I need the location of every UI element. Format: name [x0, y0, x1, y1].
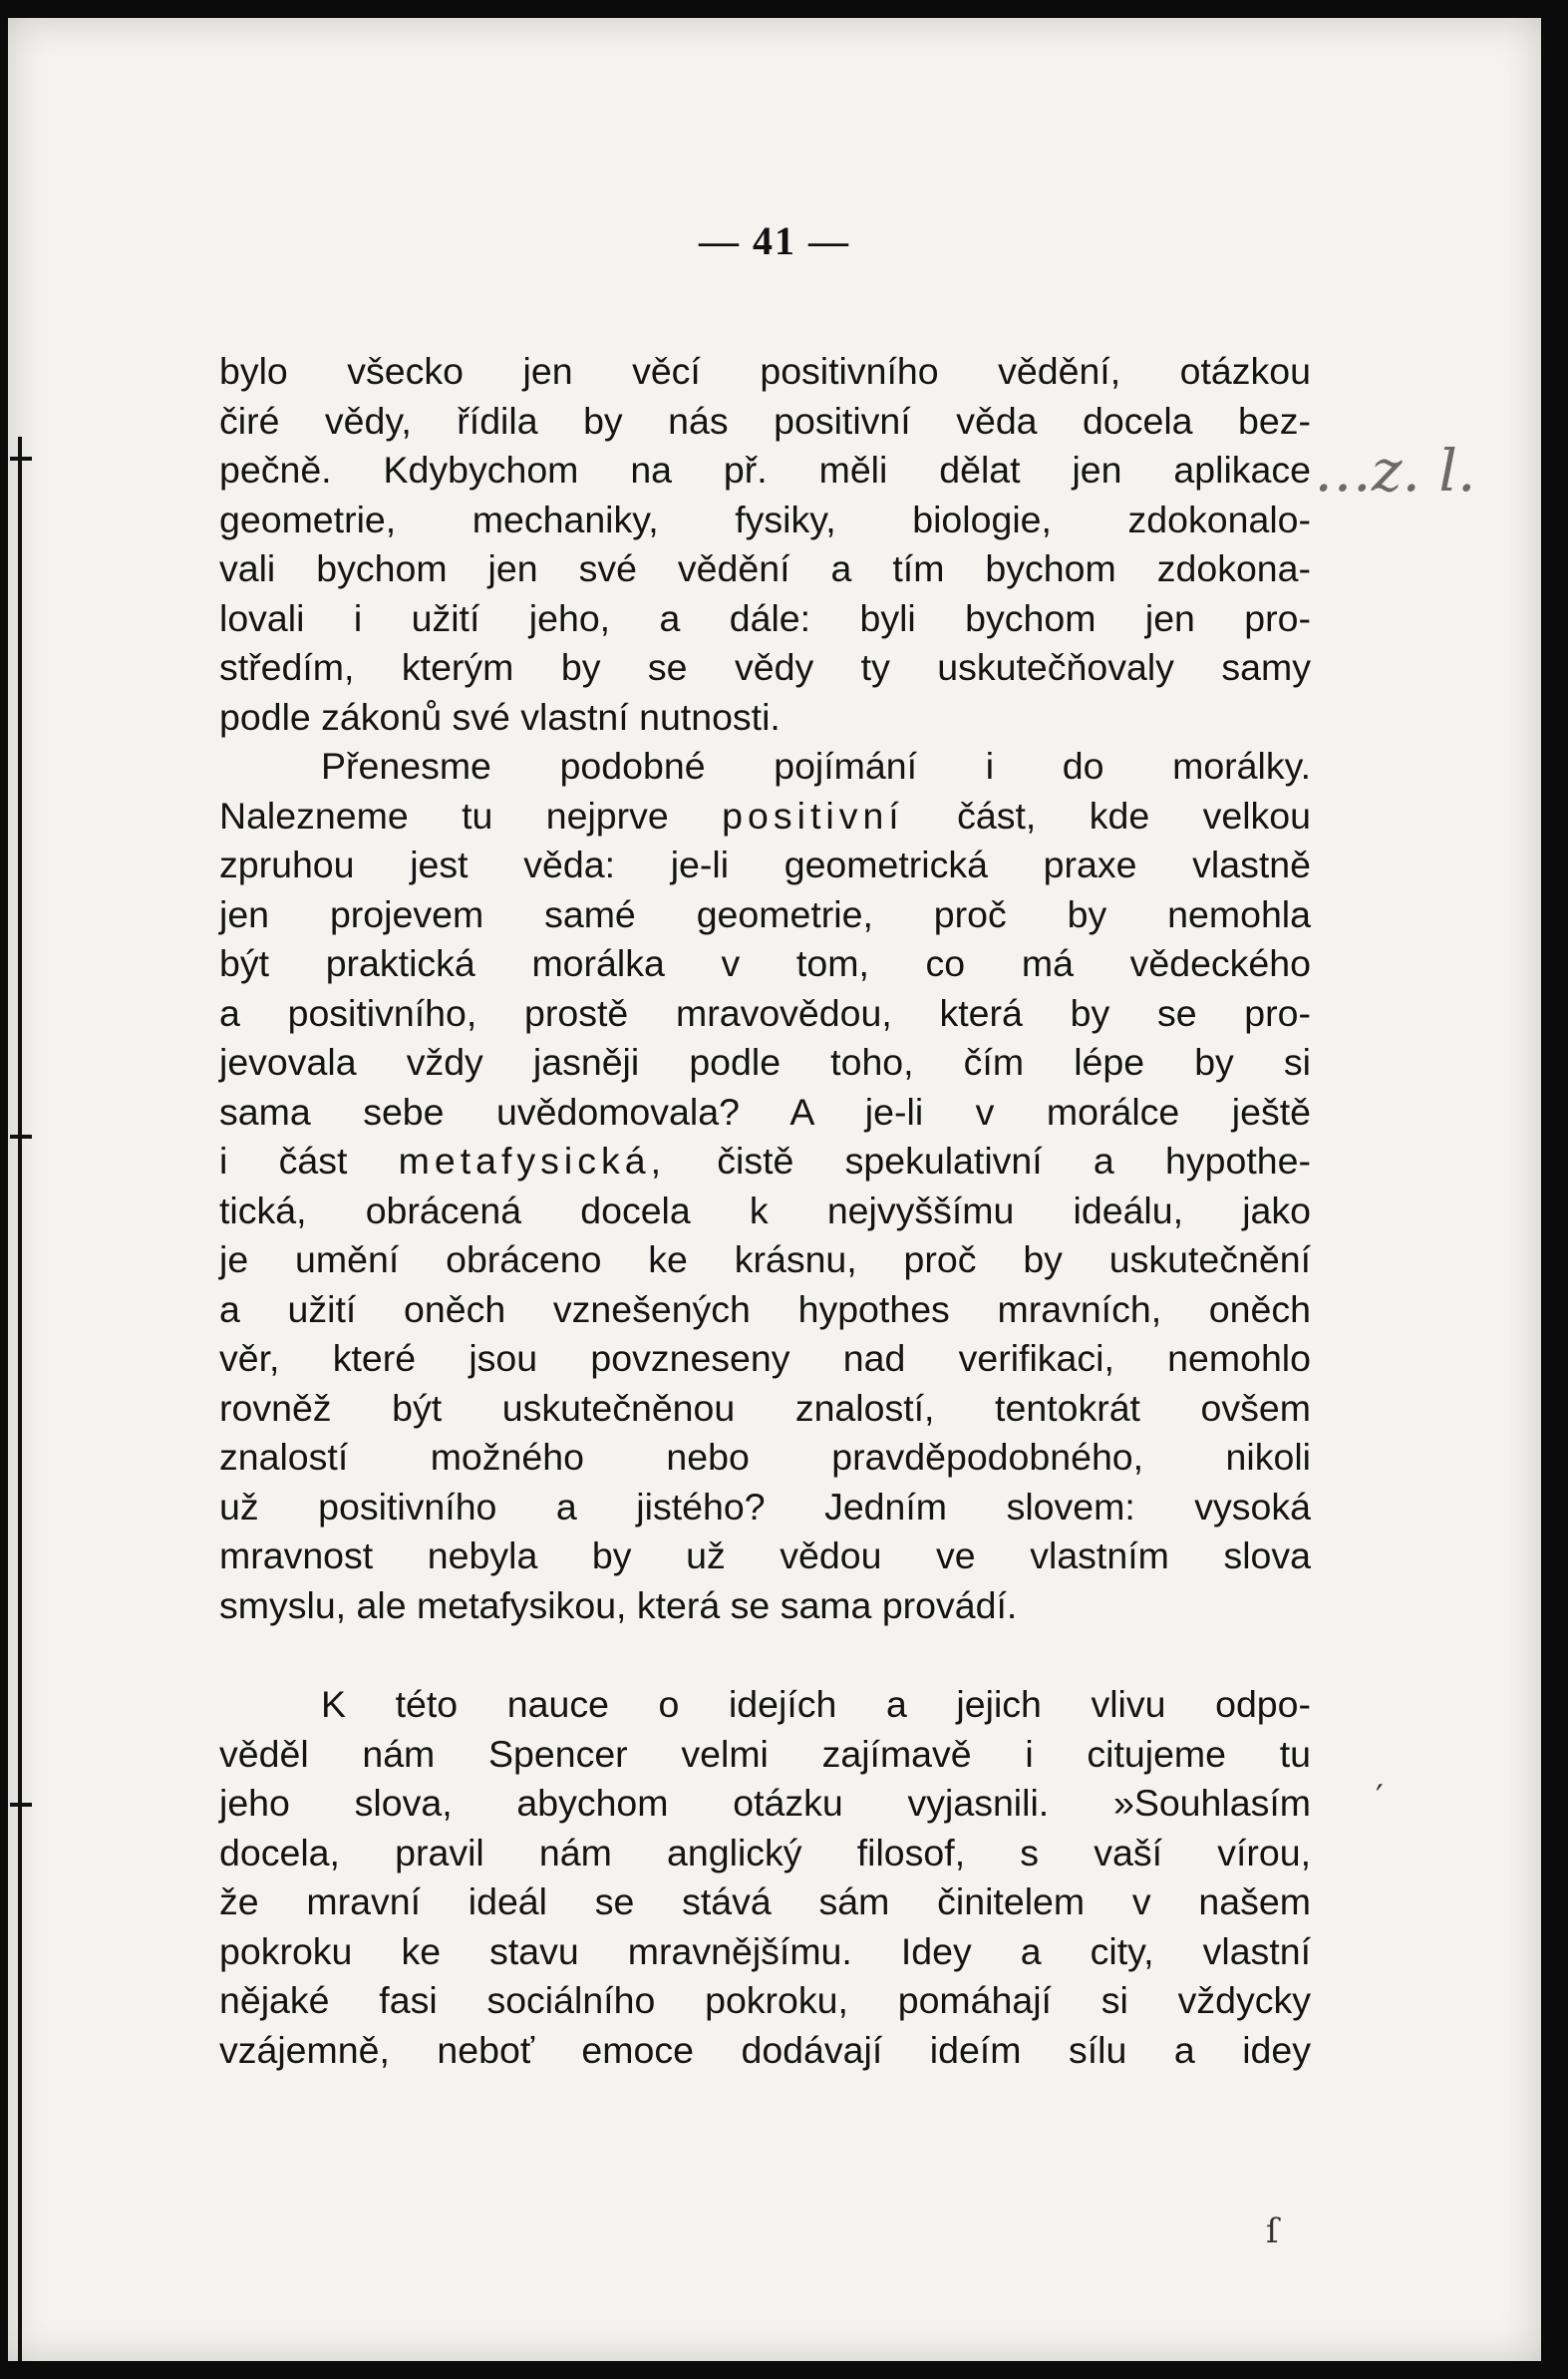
text-line: vzájemně, neboť emoce dodávají ideím sílu a idey [219, 2028, 1311, 2071]
text-line: znalostí možného nebo pravděpodobného, nikoli [219, 1436, 1311, 1478]
paragraph-first-line: Přenesme podobné pojímání i do morálky. [321, 745, 1311, 787]
text-line: sama sebe uvědomovala? A je-li v morálce ještě [219, 1090, 1311, 1133]
book-page [8, 18, 1541, 2361]
text-line: tická, obrácená docela k nejvyššímu ideálu, jako [219, 1189, 1311, 1231]
text-line: geometrie, mechaniky, fysiky, biologie, zdokonalo- [219, 498, 1311, 540]
text-line: zpruhou jest věda: je-li geometrická praxe vlastně [219, 844, 1311, 885]
text-line [219, 792, 1311, 842]
margin-pencil-note: …z. l. [1314, 437, 1476, 505]
binding-mark [10, 457, 32, 461]
text-line: vali bychom jen své vědění a tím bychom zdokona- [219, 547, 1311, 589]
text-line: a užití oněch vznešených hypothes mravních, oněch [219, 1287, 1311, 1330]
text-line: pokroku ke stavu mravnějšímu. Idey a city, vlastní [219, 1929, 1311, 1972]
binding-mark [10, 1135, 32, 1139]
text-line: už positivního a jistého? Jedním slovem: vysoká [219, 1485, 1311, 1528]
text-line: podle zákonů své vlastní nutnosti. [219, 695, 781, 738]
binding-edge [18, 437, 22, 2361]
text-line: a positivního, prostě mravovědou, která by se pro- [219, 991, 1311, 1034]
paragraph-first-line: K této nauce o idejích a jejich vlivu odpo- [321, 1683, 1311, 1725]
body-text [219, 347, 1311, 2075]
text-line: středím, kterým by se vědy ty uskutečňovaly samy [219, 646, 1311, 688]
text-run: čistě spekulativní a hypothe- [666, 1140, 1311, 1182]
text-line: bylo všecko jen věcí positivního vědění, otázkou [219, 350, 1311, 392]
emphasis-spaced: metafysická, [398, 1140, 667, 1182]
text-line: jen projevem samé geometrie, proč by nemohla [219, 892, 1311, 935]
text-line: věr, které jsou povzneseny nad verifikaci, nemohlo [219, 1337, 1311, 1379]
text-line: mravnost nebyla by už vědou ve vlastním slova [219, 1534, 1311, 1576]
text-line: je umění obráceno ke krásnu, proč by uskutečnění [219, 1238, 1311, 1280]
text-line [219, 1137, 1311, 1187]
page-number: — 41 — [699, 218, 850, 263]
text-line: lovali i užití jeho, a dále: byli bychom jen pro- [219, 596, 1311, 639]
text-run: i část [219, 1140, 399, 1182]
text-line: pečně. Kdybychom na př. měli dělat jen aplikace [219, 449, 1311, 491]
text-run: Nalezneme tu nejprve [219, 794, 723, 837]
text-line: věděl nám Spencer velmi zajímavě i citujeme tu [219, 1732, 1311, 1775]
text-line: být praktická morálka v tom, co má vědeckého [219, 942, 1311, 984]
text-line: rovněž být uskutečněnou znalostí, tentokrát ovšem [219, 1386, 1311, 1429]
text-line: že mravní ideál se stává sám činitelem v našem [219, 1880, 1311, 1922]
margin-speck: ſ [1266, 2211, 1279, 2251]
text-line: nějaké fasi sociálního pokroku, pomáhají si vždycky [219, 1979, 1311, 2021]
text-line: smyslu, ale metafysikou, která se sama provádí. [219, 1583, 1018, 1626]
margin-speck: ′ [1376, 1778, 1384, 1818]
text-line: jeho slova, abychom otázku vyjasnili. »Souhlasím [219, 1782, 1311, 1824]
binding-mark [10, 1803, 32, 1807]
text-line: čiré vědy, řídila by nás positivní věda docela bez- [219, 399, 1311, 442]
text-run: část, kde velkou [903, 794, 1311, 837]
text-line: docela, pravil nám anglický filosof, s vaší vírou, [219, 1831, 1311, 1873]
emphasis-spaced: positivní [722, 794, 904, 837]
paragraph-gap [219, 1630, 1311, 1680]
text-line: jevovala vždy jasněji podle toho, čím lépe by si [219, 1041, 1311, 1083]
